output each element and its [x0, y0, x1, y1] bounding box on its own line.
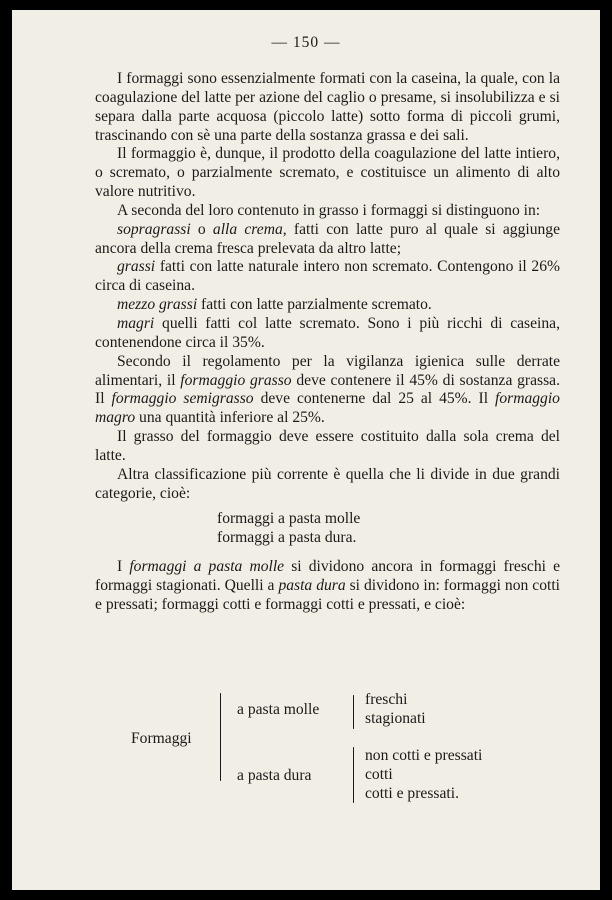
schema-hard-brace: [353, 747, 354, 803]
italic-term: sopragrassi: [117, 220, 191, 238]
italic-term: alla crema: [212, 220, 283, 238]
schema-soft-label: a pasta molle: [237, 701, 320, 718]
text-run: fatti con latte naturale intero non scremato. Contengono il 26% circa di caseina.: [95, 258, 560, 295]
schema-root-brace: [220, 693, 221, 781]
text-run: deve contenerne dal 25 al 45%. Il: [253, 390, 495, 408]
paragraph: [95, 145, 560, 202]
schema-hard-label: a pasta dura: [237, 767, 312, 784]
italic-term: magri: [117, 314, 155, 332]
text-run: Altra classificazione più corrente è quella che li divide in due grandi categorie, cioè:: [95, 465, 560, 502]
paragraph: [95, 70, 560, 145]
text-run: si dividono in: formaggi non cotti e pressati; formaggi cotti e formaggi cotti e pressati, e cioè:: [95, 576, 560, 613]
schema-root: Formaggi: [131, 730, 192, 747]
page-body: [95, 70, 560, 615]
text-run: Il formaggio è, dunque, il prodotto della coagulazione del latte intiero, o scremato, o parzialmente scremato, e costituisce un alimento di alto valore nutritivo.: [95, 145, 560, 201]
text-run: una quantità inferiore al 25%.: [135, 409, 325, 427]
text-run: Il grasso del formaggio deve essere costituito dalla sola crema del latte.: [95, 428, 560, 464]
italic-term: mezzo grassi: [117, 296, 198, 314]
category-line: [95, 529, 560, 548]
paragraph: [95, 353, 560, 428]
italic-term: formaggi a pasta molle: [129, 558, 285, 576]
paragraph: [95, 296, 560, 315]
text-run: o: [190, 220, 213, 238]
text-run: A seconda del loro contenuto in grasso i formaggi si distinguono in:: [117, 201, 541, 219]
text-run: I formaggi sono essenzialmente formati con la caseina, la quale, con la coagulazione del latte per azione del caglio o presame, si insolubilizza e si separa dalla parte acquosa (piccolo latte) sotto forma di piccoli grumi, trascinando con sè una parte della sostanza grassa e dei sali.: [95, 70, 560, 144]
schema-soft-item: stagionati: [365, 710, 426, 727]
paragraph: [95, 202, 560, 221]
schema-soft-brace: [353, 695, 354, 729]
text-run: fatti con latte parzialmente scremato.: [197, 296, 432, 314]
schema-hard-item: non cotti e pressati: [365, 747, 483, 764]
paragraph: [95, 221, 560, 259]
category-line: [95, 510, 560, 529]
text-run: quelli fatti col latte scremato. Sono i più ricchi di caseina, contenendone circa il 35%.: [95, 314, 560, 351]
text-run: formaggi a pasta dura.: [217, 529, 357, 547]
text-run: I: [117, 558, 130, 576]
text-run: Secondo il regolamento per la vigilanza igienica sulle derrate alimentari, il: [95, 352, 560, 389]
schema-soft-item: freschi: [365, 691, 408, 708]
paragraph: [95, 258, 560, 296]
paragraph: [95, 466, 560, 504]
italic-term: grassi: [117, 258, 156, 276]
italic-term: formaggio semigrasso: [111, 390, 254, 408]
paragraph: [95, 428, 560, 466]
text-run: deve contenere il 45% di sostanza grassa. Il: [95, 371, 560, 408]
italic-term: formaggio grasso: [180, 371, 292, 389]
book-page: [12, 10, 600, 890]
text-run: , fatti con latte puro al quale si aggiunge ancora della crema fresca prelevata da altro latte;: [95, 220, 561, 257]
classification-schema: [95, 691, 560, 811]
text-run: si dividono ancora in formaggi freschi e formaggi stagionati. Quelli a: [95, 558, 560, 594]
paragraph: [95, 315, 560, 353]
paragraph: [95, 558, 560, 615]
text-run: formaggi a pasta molle: [217, 510, 361, 528]
schema-hard-item: cotti: [365, 766, 393, 783]
italic-term: pasta dura: [278, 576, 346, 594]
italic-term: formaggio magro: [95, 390, 560, 427]
page-number: — 150 —: [271, 34, 341, 51]
schema-hard-item: cotti e pressati.: [365, 785, 459, 802]
